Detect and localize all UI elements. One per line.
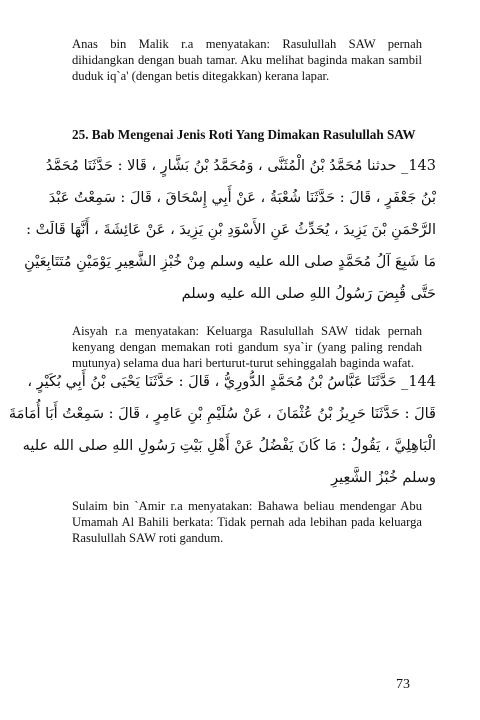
arabic-line: وسلم خُبْزُ الشَّعِيرِ [331,470,436,486]
hadith-143-translation: Aisyah r.a menyatakan: Keluarga Rasulullah SAW tidak pernah kenyang dengan memakan roti gandum sya`ir (yang paling rendah mutunya) selama dua hari berturut-turut sehinggalah baginda wafat. [72,324,422,370]
arabic-line: مَا شَبِعَ آلُ مُحَمَّدٍ صلى الله عليه وسلم مِنْ خُبْزِ الشَّعِيرِ يَوْمَيْنِ مُتَتَابِعَيْنِ [24,254,436,270]
arabic-line: 143_ حدثنا مُحَمَّدُ بْنُ الْمُثَنَّى ، وَمُحَمَّدُ بْنُ بَشَّارٍ ، قَالا : حَدَّثَنَا مُحَمَّدُ [45,158,436,174]
arabic-line: قَالَ : حَدَّثَنَا حَرِيزُ بْنُ عُثْمَانَ ، عَنْ سُلَيْمِ بْنِ عَامِرٍ ، قَالَ : سَمِعْتُ أَبَا أُمَامَةَ [8,406,436,422]
hadith-144-arabic [8,366,436,494]
arabic-line: 144_ حَدَّثَنَا عَبَّاسُ بْنُ مُحَمَّدٍ الدُّورِيُّ ، قَالَ : حَدَّثَنَا يَحْيَى بْنُ أَبِي بُكَيْرٍ ، [27,374,436,390]
arabic-line: حَتَّى قُبِضَ رَسُولُ اللهِ صلى الله عليه وسلم [181,286,436,302]
arabic-line: الرَّحْمَنِ بْنَ يَزِيدَ ، يُحَدِّثُ عَنِ الأَسْوَدِ بْنِ يَزِيدَ ، عَنْ عَائِشَةَ ، أَنَّهَا قَالَتْ : [26,222,436,238]
hadith-144-translation: Sulaim bin `Amir r.a menyatakan: Bahawa beliau mendengar Abu Umamah Al Bahili berkata: Tidak pernah ada lebihan pada keluarga Rasulullah SAW roti gandum. [72,499,422,545]
intro-paragraph: Anas bin Malik r.a menyatakan: Rasulullah SAW pernah dihidangkan dengan buah tamar. Aku melihat baginda makan sambil duduk iq`a' (dengan betis ditegakkan) kerana lapar. [72,37,422,83]
hadith-143-arabic [24,150,436,310]
page-number: 73 [396,677,410,692]
arabic-line: الْبَاهِلِيَّ ، يَقُولُ : مَا كَانَ يَفْضُلُ عَنْ أَهْلِ بَيْتِ رَسُولِ اللهِ صلى الله عليه [22,438,436,454]
section-heading: 25. Bab Mengenai Jenis Roti Yang Dimakan Rasulullah SAW [72,127,416,142]
arabic-line: بْنُ جَعْفَرٍ ، قَالَ : حَدَّثَنَا شُعْبَةُ ، عَنْ أَبِي إِسْحَاقَ ، قَالَ : سَمِعْتُ عَبْدَ [48,190,436,206]
